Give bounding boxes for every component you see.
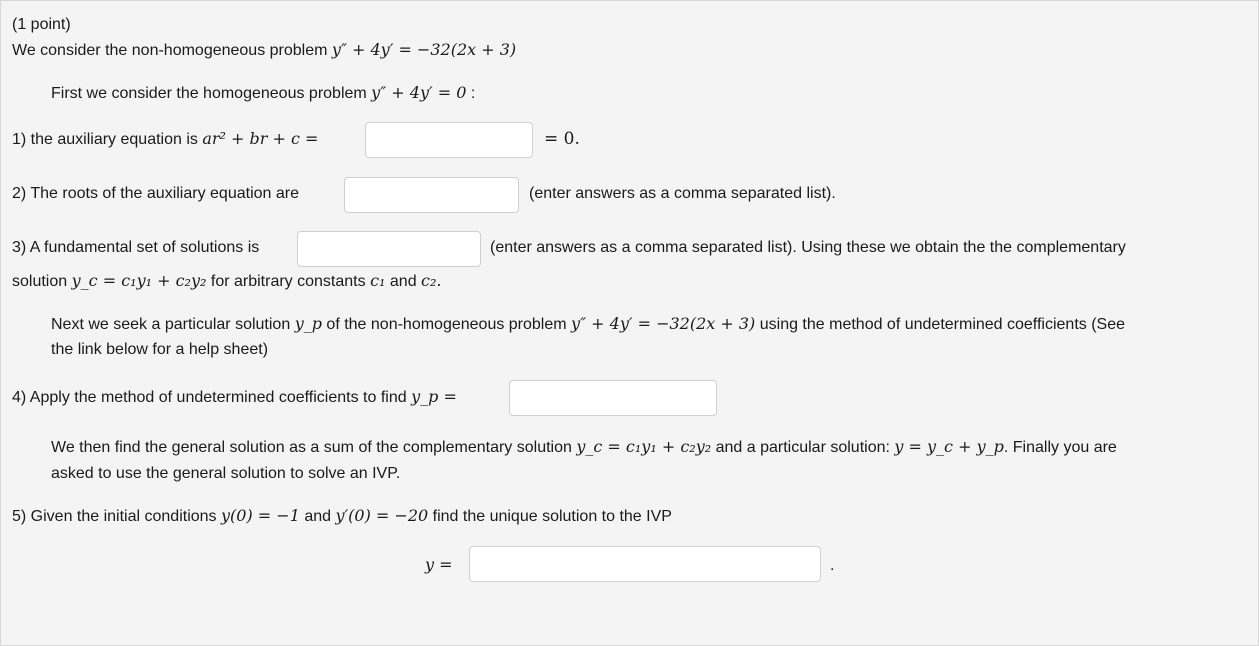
q3-text: 3) A fundamental set of solutions is [12, 239, 260, 256]
q1-text: 1) the auxiliary equation is [12, 131, 198, 148]
points-label: (1 point) [12, 16, 71, 33]
q3-solution-text: solution [12, 273, 68, 290]
general-line1 [51, 437, 1117, 458]
q5-y-label: y = [425, 555, 453, 574]
particular-text1: Next we seek a particular solution [51, 316, 291, 333]
intro-line [12, 40, 516, 61]
q3-constants-text: for arbitrary constants [210, 273, 366, 290]
q3-and: and [389, 273, 417, 290]
q4-equation: y_p = [411, 387, 457, 406]
general-y-eq: y = y_c + y_p [894, 437, 1004, 456]
q1-answer-input[interactable] [365, 122, 533, 158]
q2-text: 2) The roots of the auxiliary equation are [12, 185, 299, 202]
particular-text2: of the non-homogeneous problem [326, 316, 567, 333]
particular-yp: y_p [294, 314, 322, 333]
q5-and: and [304, 508, 332, 525]
q5-line [12, 506, 672, 527]
q1-label [12, 129, 318, 150]
q3-answer-input[interactable] [297, 231, 481, 267]
general-text1: We then find the general solution as a sum of the complementary solution [51, 439, 572, 456]
intro-text: We consider the non-homogeneous problem [12, 42, 328, 59]
q2-answer-input[interactable] [344, 177, 519, 213]
particular-text3: using the method of undetermined coefficients (See [759, 316, 1125, 333]
q3-c2: c₂. [421, 271, 442, 290]
q1-equals-zero: = 0. [544, 129, 580, 149]
q4-text: 4) Apply the method of undetermined coefficients to find [12, 389, 407, 406]
intro-equation: y″ + 4y′ = −32(2x + 3) [331, 40, 517, 59]
homogeneous-text: First we consider the homogeneous problem [51, 85, 367, 102]
homogeneous-line [51, 83, 475, 104]
general-line2: asked to use the general solution to solve an IVP. [51, 465, 401, 482]
homogeneous-colon: : [470, 85, 476, 102]
homogeneous-equation: y″ + 4y′ = 0 [371, 83, 467, 102]
q5-period: . [830, 557, 835, 574]
q5-text1: 5) Given the initial conditions [12, 508, 217, 525]
general-text3: . Finally you are [1003, 439, 1117, 456]
q2-hint: (enter answers as a comma separated list). [529, 185, 836, 202]
q3-complementary-eq: y_c = c₁y₁ + c₂y₂ [71, 271, 207, 290]
q1-equation: ar² + br + c = [202, 129, 319, 148]
q3-line2 [12, 271, 442, 292]
q5-answer-input[interactable] [469, 546, 821, 582]
q3-c1: c₁ [370, 271, 386, 290]
q4-label [12, 387, 457, 408]
q4-answer-input[interactable] [509, 380, 717, 416]
q5-ic2: y′(0) = −20 [335, 506, 429, 525]
particular-equation: y″ + 4y′ = −32(2x + 3) [571, 314, 756, 333]
q5-ic1: y(0) = −1 [221, 506, 300, 525]
particular-line1 [51, 314, 1125, 335]
q3-hint: (enter answers as a comma separated list). Using these we obtain the the complementary [490, 239, 1126, 256]
general-text2: and a particular solution: [715, 439, 890, 456]
q5-text2: find the unique solution to the IVP [432, 508, 672, 525]
particular-line2: the link below for a help sheet) [51, 341, 269, 358]
general-yc-eq: y_c = c₁y₁ + c₂y₂ [576, 437, 712, 456]
